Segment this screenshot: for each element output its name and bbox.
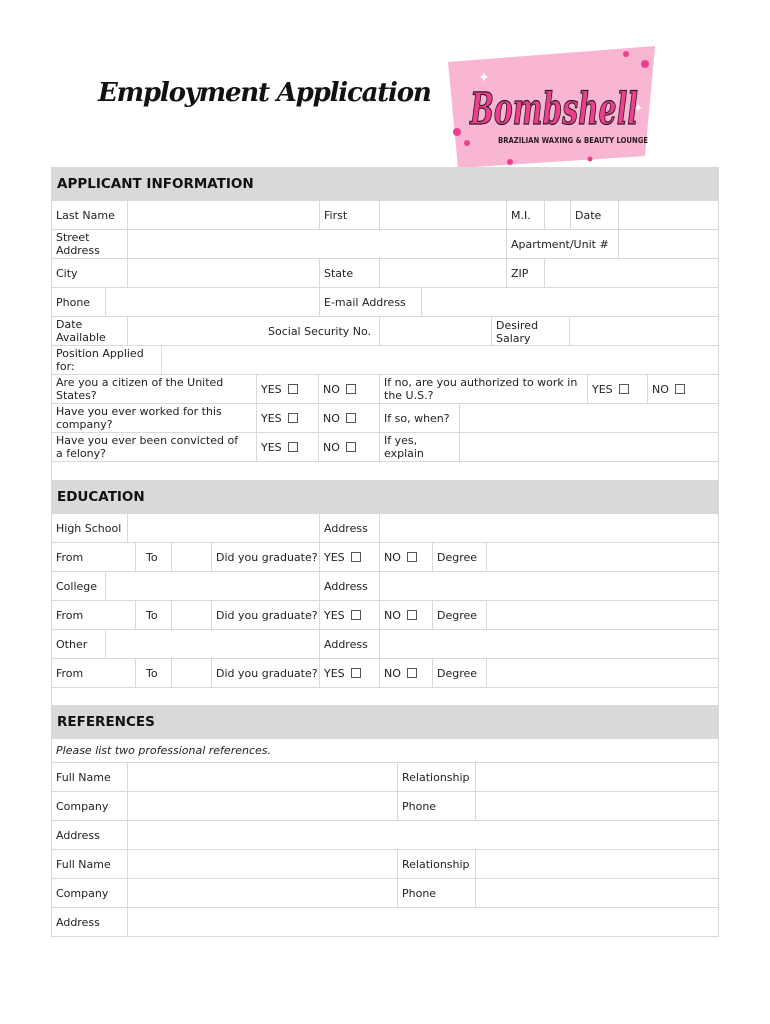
checkbox[interactable] (346, 384, 356, 394)
checkbox[interactable] (351, 610, 361, 620)
phone-label: Phone (402, 799, 437, 813)
to-field[interactable] (171, 601, 211, 629)
graduate-label: Did you graduate? (216, 550, 318, 564)
ref2-address-row (51, 908, 719, 937)
references-note-row (51, 739, 719, 763)
ref2-phone-field[interactable] (475, 879, 719, 907)
first-name-label: First (324, 208, 348, 222)
to-field[interactable] (171, 659, 211, 687)
high-school-row (51, 514, 719, 543)
checkbox[interactable] (407, 668, 417, 678)
street-row (51, 230, 719, 259)
graduate-label: Did you graduate? (216, 608, 318, 622)
ref2-full-name-field[interactable] (127, 850, 397, 878)
last-name-field[interactable] (127, 201, 319, 229)
ref1-full-name-field[interactable] (127, 763, 397, 791)
yes-label: YES (324, 666, 345, 680)
city-row (51, 259, 719, 288)
date-available-label: Date Available (56, 318, 106, 344)
company-label: Company (56, 886, 109, 900)
graduate-no-option[interactable] (379, 601, 432, 629)
ref1-relationship-field[interactable] (475, 763, 719, 791)
address-label: Address (324, 521, 368, 535)
other-field[interactable] (105, 630, 319, 658)
applicant-information-section (51, 167, 719, 485)
to-label: To (146, 550, 158, 564)
relationship-label: Relationship (402, 770, 470, 784)
felony-yes-option[interactable] (256, 433, 318, 461)
date-field[interactable] (618, 201, 719, 229)
felony-row (51, 433, 719, 462)
phone-label: Phone (402, 886, 437, 900)
college-field[interactable] (105, 572, 319, 600)
no-label: NO (323, 411, 340, 425)
to-label: To (146, 608, 158, 622)
ref1-company-row (51, 792, 719, 821)
felony-no-option[interactable] (318, 433, 379, 461)
graduate-yes-option[interactable] (319, 543, 379, 571)
full-name-label: Full Name (56, 770, 111, 784)
to-label: To (146, 666, 158, 680)
state-field[interactable] (379, 259, 506, 287)
logo-dot (453, 128, 461, 136)
yes-label: YES (261, 411, 282, 425)
section-title: REFERENCES (57, 714, 155, 730)
authorized-yes-option[interactable] (587, 375, 647, 403)
explain-label: If yes, explain (384, 434, 424, 460)
education-section (51, 480, 719, 711)
college-dates-row (51, 601, 719, 630)
address-label: Address (324, 579, 368, 593)
from-label: From (56, 666, 84, 680)
phone-field[interactable] (105, 288, 319, 316)
city-label: City (56, 266, 78, 280)
yes-label: YES (261, 440, 282, 454)
checkbox[interactable] (351, 552, 361, 562)
worked-row (51, 404, 719, 433)
checkbox[interactable] (288, 384, 298, 394)
date-label: Date (575, 208, 602, 222)
from-label: From (56, 608, 84, 622)
zip-field[interactable] (544, 259, 719, 287)
high-school-label: High School (56, 521, 122, 535)
authorized-question: If no, are you authorized to work in the U.S.? (384, 376, 578, 402)
checkbox[interactable] (351, 668, 361, 678)
citizen-no-option[interactable] (318, 375, 379, 403)
degree-field[interactable] (486, 543, 719, 571)
mi-label: M.I. (511, 208, 531, 222)
ref1-company-field[interactable] (127, 792, 397, 820)
position-label: Position Applied for: (56, 347, 144, 373)
when-label: If so, when? (384, 411, 450, 425)
other-label: Other (56, 637, 88, 651)
no-label: NO (384, 608, 401, 622)
from-label: From (56, 550, 84, 564)
logo-wordmark: Bombshell (468, 84, 638, 135)
relationship-label: Relationship (402, 857, 470, 871)
street-address-label: Street Address (56, 231, 100, 257)
email-field[interactable] (421, 288, 719, 316)
ref2-company-field[interactable] (127, 879, 397, 907)
ref2-company-row (51, 879, 719, 908)
logo-sparkle: ✦ (478, 70, 490, 86)
street-address-field[interactable] (127, 230, 506, 258)
graduate-yes-option[interactable] (319, 659, 379, 687)
logo-dot (588, 157, 593, 162)
authorized-no-option[interactable] (647, 375, 719, 403)
position-field[interactable] (161, 346, 719, 374)
company-label: Company (56, 799, 109, 813)
no-label: NO (323, 440, 340, 454)
no-label: NO (384, 666, 401, 680)
ssn-field[interactable] (379, 317, 491, 345)
email-label: E-mail Address (324, 295, 406, 309)
citizen-question: Are you a citizen of the United States? (56, 376, 224, 402)
phone-label: Phone (56, 295, 91, 309)
logo-dot (623, 51, 629, 57)
state-label: State (324, 266, 354, 280)
section-title: APPLICANT INFORMATION (57, 176, 254, 192)
high-school-dates-row (51, 543, 719, 572)
to-field[interactable] (171, 543, 211, 571)
felony-question: Have you ever been convicted of a felony? (56, 434, 239, 460)
degree-label: Degree (437, 550, 478, 564)
other-dates-row (51, 659, 719, 688)
date-available-field[interactable] (127, 317, 263, 345)
checkbox[interactable] (288, 413, 298, 423)
section-title: EDUCATION (57, 489, 145, 505)
graduate-no-option[interactable] (379, 659, 432, 687)
checkbox[interactable] (407, 552, 417, 562)
ref1-phone-field[interactable] (475, 792, 719, 820)
logo-sparkle: ✦ (633, 101, 644, 115)
yes-label: YES (324, 550, 345, 564)
zip-label: ZIP (511, 266, 529, 280)
mi-field[interactable] (544, 201, 570, 229)
full-name-label: Full Name (56, 857, 111, 871)
high-school-address-field[interactable] (379, 514, 719, 542)
phone-row (51, 288, 719, 317)
other-address-field[interactable] (379, 630, 719, 658)
no-label: NO (652, 382, 669, 396)
citizen-row (51, 375, 719, 404)
degree-label: Degree (437, 608, 478, 622)
ref2-name-row (51, 850, 719, 879)
availability-row (51, 317, 719, 346)
city-field[interactable] (127, 259, 319, 287)
checkbox[interactable] (288, 442, 298, 452)
ssn-label: Social Security No. (268, 324, 372, 338)
checkbox[interactable] (619, 384, 629, 394)
ref1-address-row (51, 821, 719, 850)
when-field[interactable] (459, 404, 719, 432)
apartment-field[interactable] (618, 230, 719, 258)
yes-label: YES (261, 382, 282, 396)
checkbox[interactable] (407, 610, 417, 620)
first-name-field[interactable] (379, 201, 506, 229)
graduate-no-option[interactable] (379, 543, 432, 571)
college-row (51, 572, 719, 601)
worked-no-option[interactable] (318, 404, 379, 432)
citizen-yes-option[interactable] (256, 375, 318, 403)
ref1-name-row (51, 763, 719, 792)
desired-salary-label: Desired Salary (496, 318, 539, 345)
last-name-label: Last Name (56, 208, 115, 222)
no-label: NO (384, 550, 401, 564)
graduate-label: Did you graduate? (216, 666, 318, 680)
yes-label: YES (592, 382, 613, 396)
college-label: College (56, 579, 98, 593)
references-note: Please list two professional references. (56, 744, 272, 757)
bombshell-logo (440, 44, 660, 174)
other-row (51, 630, 719, 659)
graduate-yes-option[interactable] (319, 601, 379, 629)
ref2-address-field[interactable] (127, 908, 719, 936)
ref2-relationship-field[interactable] (475, 850, 719, 878)
checkbox[interactable] (346, 442, 356, 452)
checkbox[interactable] (675, 384, 685, 394)
references-section (51, 705, 719, 937)
logo-dot (464, 140, 470, 146)
name-row (51, 201, 719, 230)
yes-label: YES (324, 608, 345, 622)
degree-label: Degree (437, 666, 478, 680)
desired-salary-field[interactable] (569, 317, 719, 345)
position-row (51, 346, 719, 375)
logo-dot (641, 60, 649, 68)
apartment-label: Apartment/Unit # (511, 237, 609, 251)
ref1-address-field[interactable] (127, 821, 719, 849)
explain-field[interactable] (459, 433, 719, 461)
section-header (51, 480, 719, 514)
checkbox[interactable] (346, 413, 356, 423)
worked-question: Have you ever worked for this company? (56, 405, 222, 431)
logo-tagline: BRAZILIAN WAXING & BEAUTY LOUNGE (498, 136, 648, 145)
address-label: Address (56, 828, 100, 842)
no-label: NO (323, 382, 340, 396)
address-label: Address (56, 915, 100, 929)
worked-yes-option[interactable] (256, 404, 318, 432)
page-title: Employment Application (98, 78, 431, 108)
degree-field[interactable] (486, 601, 719, 629)
section-header (51, 167, 719, 201)
high-school-field[interactable] (127, 514, 319, 542)
logo-dot (507, 159, 513, 165)
address-label: Address (324, 637, 368, 651)
degree-field[interactable] (486, 659, 719, 687)
section-header (51, 705, 719, 739)
college-address-field[interactable] (379, 572, 719, 600)
